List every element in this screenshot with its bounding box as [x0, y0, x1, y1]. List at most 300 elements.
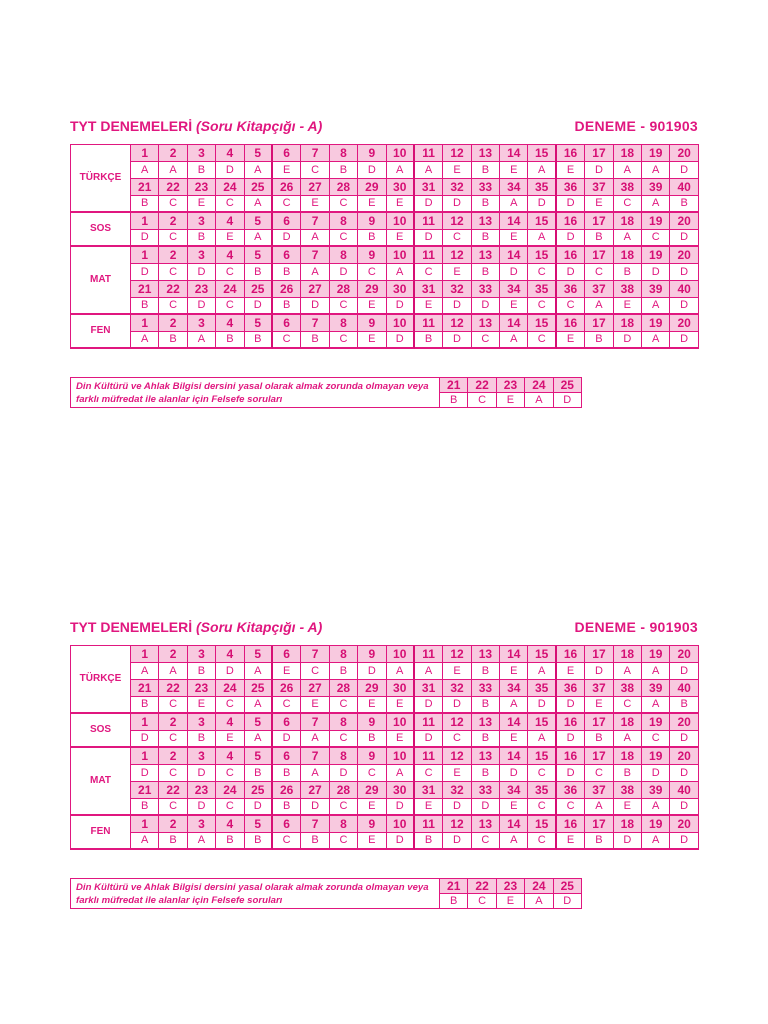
- answer-cell: C: [472, 833, 500, 850]
- felsefe-question-number: 24: [525, 878, 553, 894]
- answer-cell: D: [443, 697, 471, 714]
- question-number: 9: [358, 748, 386, 765]
- question-number: 11: [415, 247, 443, 264]
- question-number: 17: [585, 646, 613, 663]
- question-number: 2: [159, 213, 187, 230]
- question-number: 18: [614, 145, 642, 162]
- answer-cell: C: [301, 663, 329, 680]
- answer-cell: D: [557, 264, 585, 281]
- question-number: 16: [557, 816, 585, 833]
- felsefe-question-number: 21: [440, 377, 468, 393]
- felsefe-answer-grid: [439, 377, 582, 408]
- question-number: 40: [670, 281, 698, 298]
- question-number: 1: [131, 145, 159, 162]
- question-number: 15: [528, 646, 556, 663]
- answer-cell: D: [528, 697, 556, 714]
- question-number: 9: [358, 315, 386, 332]
- question-number: 5: [245, 646, 273, 663]
- question-number: 19: [642, 816, 670, 833]
- question-number: 35: [528, 179, 556, 196]
- felsefe-answer-cell: D: [554, 894, 582, 910]
- question-number: 24: [216, 782, 244, 799]
- question-number: 8: [330, 714, 358, 731]
- answer-cell: D: [415, 697, 443, 714]
- felsefe-answer-cell: A: [525, 894, 553, 910]
- answer-cell: E: [358, 833, 386, 850]
- answer-cell: A: [642, 332, 670, 349]
- question-number: 19: [642, 646, 670, 663]
- question-number: 23: [188, 179, 216, 196]
- answer-cell: D: [301, 799, 329, 816]
- question-number: 14: [500, 213, 528, 230]
- question-number: 6: [273, 748, 301, 765]
- answer-cell: E: [188, 697, 216, 714]
- question-number: 27: [301, 179, 329, 196]
- answer-cell: A: [301, 731, 329, 748]
- question-number: 5: [245, 145, 273, 162]
- answer-cell: E: [358, 799, 386, 816]
- answer-cell: B: [472, 196, 500, 213]
- question-number: 31: [415, 680, 443, 697]
- question-number: 12: [443, 748, 471, 765]
- answer-cell: C: [415, 765, 443, 782]
- question-number: 9: [358, 213, 386, 230]
- question-number: 13: [472, 145, 500, 162]
- answer-cell: D: [443, 799, 471, 816]
- felsefe-answer-cell: C: [468, 393, 496, 409]
- answer-cell: A: [245, 731, 273, 748]
- question-number: 17: [585, 315, 613, 332]
- answer-cell: D: [387, 298, 415, 315]
- question-number: 36: [557, 281, 585, 298]
- question-number: 8: [330, 247, 358, 264]
- question-number: 24: [216, 179, 244, 196]
- answer-cell: D: [188, 298, 216, 315]
- answer-cell: A: [301, 264, 329, 281]
- question-number: 19: [642, 315, 670, 332]
- question-number: 16: [557, 213, 585, 230]
- felsefe-answer-cell: A: [525, 393, 553, 409]
- question-number: 1: [131, 646, 159, 663]
- answer-cell: D: [131, 264, 159, 281]
- question-number: 32: [443, 179, 471, 196]
- question-number: 33: [472, 179, 500, 196]
- question-number: 32: [443, 782, 471, 799]
- question-number: 31: [415, 782, 443, 799]
- question-number: 20: [670, 145, 698, 162]
- question-number: 12: [443, 315, 471, 332]
- question-number: 36: [557, 179, 585, 196]
- question-number: 22: [159, 680, 187, 697]
- question-number: 13: [472, 247, 500, 264]
- question-number: 10: [387, 646, 415, 663]
- question-number: 16: [557, 714, 585, 731]
- question-number: 10: [387, 145, 415, 162]
- question-number: 18: [614, 646, 642, 663]
- question-number: 17: [585, 247, 613, 264]
- answer-cell: A: [614, 731, 642, 748]
- section-label-türkçe: TÜRKÇE: [71, 646, 131, 714]
- question-number: 11: [415, 315, 443, 332]
- header: [70, 118, 698, 140]
- question-number: 23: [188, 782, 216, 799]
- answer-cell: D: [358, 162, 386, 179]
- question-number: 5: [245, 816, 273, 833]
- question-number: 34: [500, 179, 528, 196]
- question-number: 35: [528, 782, 556, 799]
- felsefe-answer-cell: E: [497, 393, 525, 409]
- answer-cell: B: [358, 731, 386, 748]
- question-number: 13: [472, 315, 500, 332]
- question-number: 34: [500, 782, 528, 799]
- question-number: 11: [415, 213, 443, 230]
- question-number: 36: [557, 680, 585, 697]
- answer-cell: A: [642, 663, 670, 680]
- question-number: 10: [387, 714, 415, 731]
- answer-cell: C: [330, 697, 358, 714]
- question-number: 8: [330, 646, 358, 663]
- answer-cell: D: [387, 799, 415, 816]
- answer-cell: B: [472, 663, 500, 680]
- answer-cell: A: [159, 162, 187, 179]
- answer-cell: A: [614, 663, 642, 680]
- answer-cell: D: [557, 230, 585, 247]
- question-number: 33: [472, 782, 500, 799]
- answer-cell: B: [670, 196, 698, 213]
- answer-cell: C: [216, 799, 244, 816]
- question-number: 38: [614, 281, 642, 298]
- answer-cell: E: [387, 731, 415, 748]
- felsefe-question-number: 21: [440, 878, 468, 894]
- question-number: 16: [557, 748, 585, 765]
- answer-cell: D: [585, 162, 613, 179]
- section-label-sos: SOS: [71, 213, 131, 247]
- question-number: 37: [585, 281, 613, 298]
- question-number: 29: [358, 782, 386, 799]
- question-number: 5: [245, 247, 273, 264]
- question-number: 8: [330, 315, 358, 332]
- question-number: 14: [500, 646, 528, 663]
- question-number: 6: [273, 646, 301, 663]
- answer-cell: A: [642, 196, 670, 213]
- question-number: 10: [387, 748, 415, 765]
- question-number: 30: [387, 179, 415, 196]
- question-number: 13: [472, 748, 500, 765]
- question-number: 23: [188, 281, 216, 298]
- answer-cell: A: [387, 162, 415, 179]
- answer-cell: D: [670, 663, 698, 680]
- question-number: 18: [614, 315, 642, 332]
- page-title: TYT DENEMELERİ (Soru Kitapçığı - A): [70, 118, 323, 134]
- question-number: 37: [585, 179, 613, 196]
- answer-cell: B: [472, 230, 500, 247]
- answer-cell: D: [301, 298, 329, 315]
- answer-cell: C: [301, 162, 329, 179]
- question-number: 19: [642, 213, 670, 230]
- answer-cell: D: [216, 663, 244, 680]
- answer-cell: D: [670, 799, 698, 816]
- answer-cell: A: [500, 196, 528, 213]
- answer-cell: A: [387, 663, 415, 680]
- answer-cell: C: [528, 264, 556, 281]
- question-number: 39: [642, 782, 670, 799]
- question-number: 2: [159, 646, 187, 663]
- question-number: 35: [528, 680, 556, 697]
- section-label-türkçe: TÜRKÇE: [71, 145, 131, 213]
- answer-cell: B: [472, 264, 500, 281]
- question-number: 4: [216, 646, 244, 663]
- question-number: 9: [358, 247, 386, 264]
- answer-cell: A: [131, 162, 159, 179]
- answer-cell: C: [528, 799, 556, 816]
- felsefe-question-number: 23: [497, 377, 525, 393]
- answer-cell: A: [528, 663, 556, 680]
- answer-cell: D: [528, 196, 556, 213]
- answer-cell: A: [642, 799, 670, 816]
- answer-cell: D: [670, 298, 698, 315]
- question-number: 25: [245, 782, 273, 799]
- answer-cell: C: [159, 731, 187, 748]
- answer-cell: C: [330, 196, 358, 213]
- felsefe-note: Din Kültürü ve Ahlak Bilgisi dersini yasal olarak almak zorunda olmayan veya farklı müfredat ile alanlar için Felsefe soruları: [76, 882, 429, 906]
- answer-cell: A: [188, 833, 216, 850]
- question-number: 20: [670, 816, 698, 833]
- answer-cell: E: [585, 196, 613, 213]
- question-number: 9: [358, 714, 386, 731]
- answer-cell: C: [358, 765, 386, 782]
- answer-cell: B: [245, 765, 273, 782]
- question-number: 40: [670, 179, 698, 196]
- question-number: 14: [500, 748, 528, 765]
- answer-cell: C: [528, 332, 556, 349]
- question-number: 3: [188, 714, 216, 731]
- answer-cell: D: [670, 230, 698, 247]
- question-number: 30: [387, 782, 415, 799]
- question-number: 23: [188, 680, 216, 697]
- question-number: 10: [387, 816, 415, 833]
- question-number: 8: [330, 748, 358, 765]
- question-number: 34: [500, 281, 528, 298]
- answer-cell: A: [415, 162, 443, 179]
- answer-cell: D: [358, 663, 386, 680]
- question-number: 22: [159, 281, 187, 298]
- answer-cell: A: [528, 731, 556, 748]
- answer-cell: D: [330, 765, 358, 782]
- question-number: 7: [301, 213, 329, 230]
- question-number: 11: [415, 714, 443, 731]
- question-number: 39: [642, 281, 670, 298]
- answer-cell: B: [216, 833, 244, 850]
- question-number: 20: [670, 748, 698, 765]
- question-number: 4: [216, 145, 244, 162]
- question-number: 19: [642, 247, 670, 264]
- felsefe-answer-grid: [439, 878, 582, 909]
- answer-cell: D: [614, 833, 642, 850]
- question-number: 40: [670, 680, 698, 697]
- answer-cell: C: [216, 697, 244, 714]
- question-number: 1: [131, 247, 159, 264]
- answer-cell: D: [330, 264, 358, 281]
- answer-cell: B: [614, 765, 642, 782]
- answer-cell: A: [245, 162, 273, 179]
- answer-cell: E: [188, 196, 216, 213]
- answer-cell: A: [301, 230, 329, 247]
- question-number: 36: [557, 782, 585, 799]
- answer-cell: D: [415, 230, 443, 247]
- answer-cell: E: [614, 799, 642, 816]
- answer-cell: C: [273, 833, 301, 850]
- answer-cell: B: [188, 731, 216, 748]
- answer-cell: C: [330, 230, 358, 247]
- question-number: 38: [614, 782, 642, 799]
- answer-cell: B: [216, 332, 244, 349]
- felsefe-question-number: 25: [554, 377, 582, 393]
- question-number: 20: [670, 646, 698, 663]
- question-number: 24: [216, 281, 244, 298]
- question-number: 10: [387, 247, 415, 264]
- answer-cell: B: [472, 731, 500, 748]
- answer-cell: C: [415, 264, 443, 281]
- answer-cell: A: [301, 765, 329, 782]
- deneme-code: DENEME - 901903: [574, 619, 698, 635]
- answer-cell: B: [273, 799, 301, 816]
- answer-cell: D: [188, 765, 216, 782]
- answer-cell: B: [245, 833, 273, 850]
- question-number: 19: [642, 714, 670, 731]
- answer-cell: B: [415, 332, 443, 349]
- question-number: 1: [131, 714, 159, 731]
- answer-cell: B: [585, 230, 613, 247]
- question-number: 10: [387, 213, 415, 230]
- answer-cell: A: [585, 799, 613, 816]
- answer-cell: C: [216, 298, 244, 315]
- felsefe-box: [70, 878, 582, 909]
- answer-cell: C: [642, 230, 670, 247]
- question-number: 4: [216, 247, 244, 264]
- answer-cell: C: [216, 196, 244, 213]
- answer-cell: E: [585, 697, 613, 714]
- answer-cell: A: [188, 332, 216, 349]
- answer-cell: C: [557, 298, 585, 315]
- question-number: 12: [443, 213, 471, 230]
- question-number: 17: [585, 816, 613, 833]
- answer-cell: E: [443, 162, 471, 179]
- felsefe-question-number: 25: [554, 878, 582, 894]
- question-number: 6: [273, 247, 301, 264]
- answer-cell: D: [273, 230, 301, 247]
- question-number: 13: [472, 646, 500, 663]
- answer-cell: B: [188, 162, 216, 179]
- question-number: 28: [330, 179, 358, 196]
- answer-cell: A: [528, 162, 556, 179]
- question-number: 3: [188, 247, 216, 264]
- question-number: 7: [301, 315, 329, 332]
- question-number: 29: [358, 281, 386, 298]
- question-number: 8: [330, 816, 358, 833]
- answer-cell: D: [642, 765, 670, 782]
- question-number: 12: [443, 247, 471, 264]
- answer-cell: D: [216, 162, 244, 179]
- answer-cell: E: [443, 264, 471, 281]
- felsefe-answer-cell: B: [440, 894, 468, 910]
- answer-cell: E: [500, 162, 528, 179]
- question-number: 2: [159, 247, 187, 264]
- question-number: 4: [216, 213, 244, 230]
- question-number: 20: [670, 714, 698, 731]
- question-number: 28: [330, 782, 358, 799]
- question-number: 27: [301, 782, 329, 799]
- question-number: 37: [585, 782, 613, 799]
- answer-cell: C: [443, 230, 471, 247]
- question-number: 1: [131, 315, 159, 332]
- question-number: 11: [415, 145, 443, 162]
- question-number: 26: [273, 281, 301, 298]
- answer-cell: E: [216, 230, 244, 247]
- question-number: 1: [131, 816, 159, 833]
- answer-cell: E: [358, 332, 386, 349]
- answer-cell: A: [528, 230, 556, 247]
- answer-cell: D: [443, 833, 471, 850]
- felsefe-question-number: 24: [525, 377, 553, 393]
- question-number: 5: [245, 315, 273, 332]
- question-number: 6: [273, 315, 301, 332]
- answer-cell: B: [301, 833, 329, 850]
- question-number: 20: [670, 247, 698, 264]
- answer-cell: B: [330, 162, 358, 179]
- answer-cell: D: [415, 196, 443, 213]
- answer-cell: C: [330, 332, 358, 349]
- question-number: 2: [159, 145, 187, 162]
- answer-cell: E: [500, 799, 528, 816]
- question-number: 8: [330, 213, 358, 230]
- felsefe-answer-cell: C: [468, 894, 496, 910]
- question-number: 24: [216, 680, 244, 697]
- question-number: 16: [557, 646, 585, 663]
- answer-cell: C: [216, 264, 244, 281]
- answer-cell: B: [614, 264, 642, 281]
- answer-cell: A: [245, 230, 273, 247]
- answer-cell: A: [642, 697, 670, 714]
- answer-cell: E: [557, 332, 585, 349]
- answer-cell: A: [131, 663, 159, 680]
- question-number: 5: [245, 714, 273, 731]
- question-number: 13: [472, 213, 500, 230]
- answer-key-copy-1: [70, 118, 698, 406]
- question-number: 13: [472, 816, 500, 833]
- answer-cell: C: [472, 332, 500, 349]
- question-number: 18: [614, 714, 642, 731]
- question-number: 28: [330, 680, 358, 697]
- answer-cell: D: [614, 332, 642, 349]
- answer-cell: E: [301, 196, 329, 213]
- question-number: 29: [358, 680, 386, 697]
- question-number: 3: [188, 315, 216, 332]
- answer-cell: E: [500, 731, 528, 748]
- question-number: 3: [188, 816, 216, 833]
- answer-cell: A: [245, 196, 273, 213]
- answer-cell: C: [159, 264, 187, 281]
- answer-cell: A: [500, 332, 528, 349]
- felsefe-answer-cell: D: [554, 393, 582, 409]
- answer-cell: D: [670, 765, 698, 782]
- question-number: 14: [500, 145, 528, 162]
- answer-cell: D: [188, 799, 216, 816]
- answer-cell: B: [273, 765, 301, 782]
- answer-cell: D: [500, 765, 528, 782]
- answer-cell: D: [387, 332, 415, 349]
- question-number: 38: [614, 680, 642, 697]
- answer-cell: D: [670, 264, 698, 281]
